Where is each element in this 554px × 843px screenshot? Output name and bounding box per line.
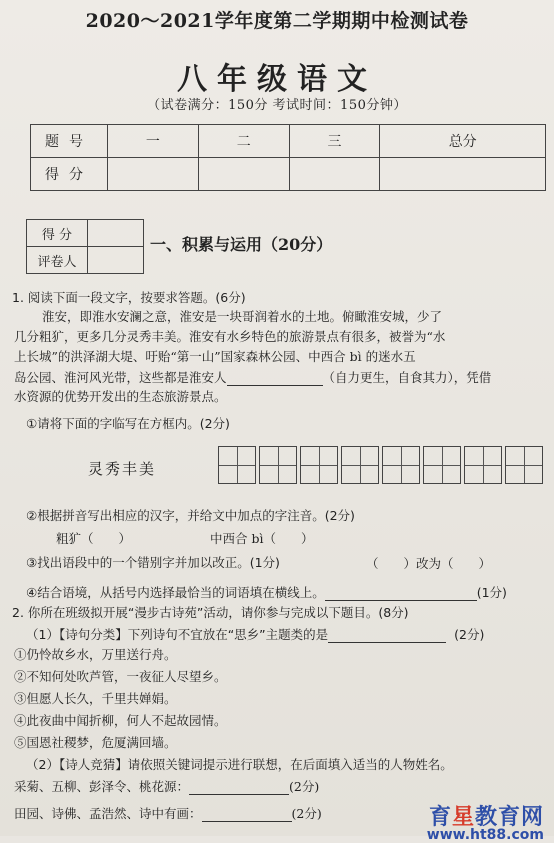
q1-passage-line-1: 淮安，即淮水安澜之意，淮安是一块哥润着水的土地。俯瞰淮安城，少了 [42,309,443,324]
score-col-2: 二 [198,125,289,158]
q2-part2: （2）【诗人竞猜】请依照关键词提示进行联想，在后面填入适当的人物姓名。 [26,757,453,772]
score-col-1: 一 [108,125,199,158]
score-cell-total[interactable] [380,158,546,191]
grader-name-cell[interactable] [88,247,144,274]
q1-sub2: ②根据拼音写出相应的汉字，并给文中加点的字注音。(2分) [26,508,355,523]
q2-option-1: ①仍怜故乡水，万里送行舟。 [14,647,177,662]
q2-part1-blank[interactable] [328,626,446,643]
q2-part1 [26,626,484,643]
score-cell-3[interactable] [289,158,380,191]
exam-info: （试卷满分：150分 考试时间：150分钟） [147,98,407,113]
watermark-url: www.ht88.com [426,827,544,843]
q2-part1-score: (2分) [454,627,485,642]
q2-clue-1-text: 采菊、五柳、彭泽令、桃花源： [14,779,190,794]
section-title: 一、积累与运用（20分） [150,235,333,254]
q1-sub4-score: (1分) [476,585,507,600]
q2-clue-1-score: (2分) [289,779,320,794]
score-table-row-label: 题号 [31,125,108,158]
q2-option-3: ③但愿人长久，千里共婵娟。 [14,691,177,706]
q2-clue-2-score: (2分) [291,806,322,821]
q2-option-4: ④此夜曲中闻折柳，何人不起故园情。 [14,713,227,728]
copy-box-8[interactable] [505,446,543,484]
q2-clue-2-blank[interactable] [202,805,292,822]
q1-idiom-choices: （自力更生，自食其力），凭借 [322,370,492,385]
q2-clue-1 [14,778,319,795]
copy-box-4[interactable] [341,446,379,484]
q1-sub1: ①请将下面的字临写在方框内。(2分) [26,416,230,431]
q1-passage-line-4-text: 岛公园、淮河风光带，这些都是淮安人 [14,370,227,385]
q2-clue-1-blank[interactable] [189,778,289,795]
grader-score-label: 得 分 [27,220,88,247]
q1-sub2-item-1[interactable]: 粗犷（ ） [56,531,132,546]
q2-stem: 2. 你所在班级拟开展“漫步古诗苑”活动，请你参与完成以下题目。(8分) [12,605,409,620]
q2-option-2: ②不知何处吹芦管，一夜征人尽望乡。 [14,669,227,684]
grade-title: 八年级语文 [177,62,377,97]
copy-box-2[interactable] [259,446,297,484]
score-cell-1[interactable] [108,158,199,191]
score-col-3: 三 [289,125,380,158]
q1-copy-grid [218,446,546,484]
score-table [30,124,546,191]
q1-sub4-text: ④结合语境，从括号内选择最恰当的词语填在横线上。 [26,585,325,600]
q1-sub2-item-2[interactable]: 中西合 bì（ ） [210,531,314,546]
q1-sample-word: 灵秀丰美 [88,460,157,478]
score-cell-2[interactable] [198,158,289,191]
score-table-header-row [31,125,546,158]
q1-passage-line-4 [14,369,491,386]
copy-box-3[interactable] [300,446,338,484]
grader-score-cell[interactable] [88,220,144,247]
copy-box-6[interactable] [423,446,461,484]
grader-box [26,219,144,274]
q2-option-5: ⑤国恩社稷梦，危厦满回墙。 [14,735,177,750]
copy-box-7[interactable] [464,446,502,484]
q1-stem: 1. 阅读下面一段文字，按要求答题。(6分) [12,290,246,305]
score-table-score-row [31,158,546,191]
q1-passage-line-5: 水资源的优势开发出的生态旅游景点。 [14,389,227,404]
copy-box-1[interactable] [218,446,256,484]
score-col-total: 总分 [380,125,546,158]
q1-sub4-blank[interactable] [325,584,477,601]
q2-clue-2 [14,805,322,822]
exam-title: 2020～2021学年度第二学期期中检测试卷 [85,10,469,32]
site-watermark [427,800,544,843]
q1-sub3: ③找出语段中的一个错别字并加以改正。(1分) [26,555,280,570]
q1-passage-line-3: 上长城”的洪泽湖大堤、吁贻“第一山”国家森林公园、中西合 bì 的迷水五 [14,349,416,364]
score-table-score-label: 得分 [31,158,108,191]
grader-name-label: 评卷人 [27,247,88,274]
copy-box-5[interactable] [382,446,420,484]
watermark-logo-text: 育星教育网 [428,805,544,830]
q1-sub4 [26,584,507,601]
q2-part1-text: （1）【诗句分类】下列诗句不宜放在“思乡”主题类的是 [26,627,329,642]
q1-passage-line-2: 几分粗犷，更多几分灵秀丰美。淮安有水乡特色的旅游景点有很多，被誉为“水 [14,329,446,344]
q1-sub3-answer[interactable]: （ ）改为（ ） [366,556,492,571]
q2-clue-2-text: 田园、诗佛、孟浩然、诗中有画： [14,806,202,821]
q1-idiom-blank[interactable] [227,369,323,386]
